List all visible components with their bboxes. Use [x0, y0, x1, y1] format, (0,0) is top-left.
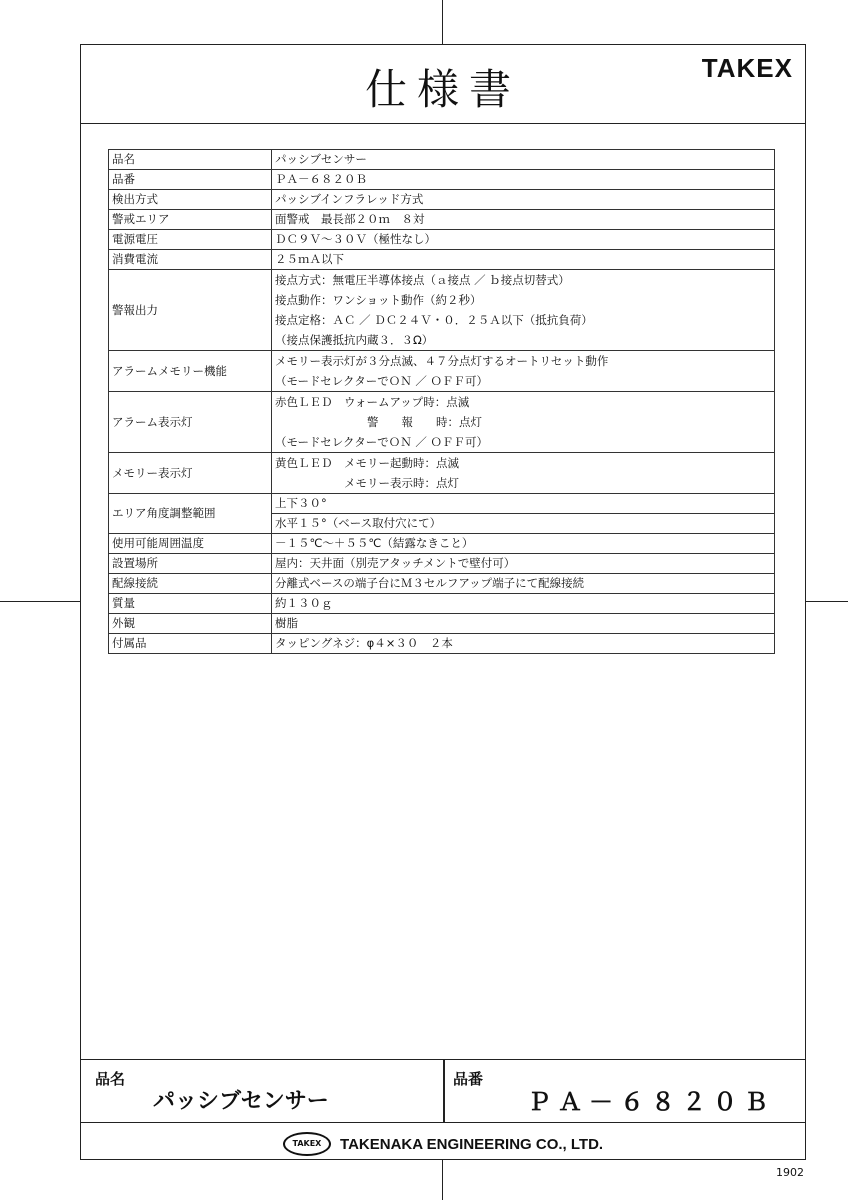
- spec-value: 上下３０°: [272, 494, 775, 514]
- footer-name-label: 品名: [95, 1070, 126, 1088]
- spec-value-line: パッシブセンサー: [275, 152, 367, 166]
- spec-row: [109, 270, 775, 351]
- spec-value-line: 屋内：天井面（別売アタッチメントで壁付可）: [275, 556, 516, 570]
- spec-value: [272, 170, 775, 190]
- spec-value: [272, 351, 775, 392]
- spec-label: 警戒エリア: [109, 210, 272, 230]
- spec-value-line: ＰＡ－６８２０Ｂ: [275, 172, 367, 186]
- footer-product-row: [81, 1060, 805, 1123]
- spec-value-line: 分離式ベースの端子台にＭ３セルフアップ端子にて配線接続: [275, 576, 585, 590]
- spec-label: 付属品: [109, 634, 272, 654]
- spec-label: アラーム表示灯: [109, 392, 272, 453]
- spec-value-line: メモリー表示時：点灯: [275, 476, 459, 490]
- spec-value-line: 接点定格：ＡＣ ／ ＤＣ２４Ｖ・０．２５Ａ以下（抵抗負荷）: [275, 313, 593, 327]
- spec-row: [109, 453, 775, 494]
- spec-row: [109, 554, 775, 574]
- spec-label: 警報出力: [109, 270, 272, 351]
- spec-value: [272, 534, 775, 554]
- spec-value-line: ＤＣ９Ｖ～３０Ｖ（極性なし）: [275, 232, 436, 246]
- spec-row: [109, 594, 775, 614]
- spec-label: 外観: [109, 614, 272, 634]
- spec-row: [109, 614, 775, 634]
- spec-row: [109, 392, 775, 453]
- company-name: TAKENAKA ENGINEERING CO., LTD.: [340, 1135, 604, 1153]
- spec-row: [109, 190, 775, 210]
- spec-value: [272, 230, 775, 250]
- document-frame: [80, 44, 806, 1160]
- spec-value-line: 樹脂: [275, 616, 298, 630]
- spec-row: [109, 250, 775, 270]
- spec-value: [272, 453, 775, 494]
- crop-mark-top: [442, 0, 443, 44]
- spec-value-line: ２５ｍＡ以下: [275, 252, 344, 266]
- footer-name-value: パッシブセンサー: [153, 1089, 329, 1114]
- spec-row: [109, 170, 775, 190]
- spec-value-line: （モードセレクターでＯＮ ／ ＯＦＦ可）: [275, 374, 489, 388]
- footer-divider: [443, 1060, 445, 1122]
- spec-label: 品名: [109, 150, 272, 170]
- spec-label: 質量: [109, 594, 272, 614]
- spec-value-line: タッピングネジ：φ４×３０ ２本: [275, 636, 453, 650]
- crop-mark-left: [0, 601, 80, 602]
- spec-row: [109, 574, 775, 594]
- spec-value-line: －１５℃～＋５５℃（結露なきこと）: [275, 536, 474, 550]
- spec-value: [272, 594, 775, 614]
- spec-row: [109, 150, 775, 170]
- spec-value-line: 約１３０ｇ: [275, 596, 333, 610]
- spec-value: [272, 634, 775, 654]
- spec-label: 検出方式: [109, 190, 272, 210]
- spec-value: [272, 614, 775, 634]
- document-footer: [81, 1059, 805, 1160]
- spec-row: [109, 351, 775, 392]
- company-logo: TAKEX: [283, 1132, 331, 1156]
- spec-value-line: （接点保護抵抗内蔵３．３Ω）: [275, 333, 434, 347]
- spec-value-line: メモリー表示灯が３分点滅、４７分点灯するオートリセット動作: [275, 354, 609, 368]
- spec-value-line: パッシブインフラレッド方式: [275, 192, 424, 206]
- spec-row: [109, 534, 775, 554]
- document-header: [81, 45, 805, 124]
- spec-value-line: 面警戒 最長部２０ｍ ８対: [275, 212, 425, 226]
- spec-value: [272, 210, 775, 230]
- spec-table: [108, 149, 775, 654]
- spec-value: [272, 190, 775, 210]
- page-title: 仕様書: [364, 65, 521, 114]
- spec-row: [109, 494, 775, 514]
- spec-label: メモリー表示灯: [109, 453, 272, 494]
- spec-label: アラームメモリー機能: [109, 351, 272, 392]
- spec-value: [272, 574, 775, 594]
- spec-value-line: 接点方式：無電圧半導体接点（ａ接点 ／ ｂ接点切替式）: [275, 273, 570, 287]
- crop-mark-right: [806, 601, 848, 602]
- spec-label: 消費電流: [109, 250, 272, 270]
- spec-label: 配線接続: [109, 574, 272, 594]
- spec-label: 電源電圧: [109, 230, 272, 250]
- spec-value: [272, 554, 775, 574]
- spec-value: [272, 270, 775, 351]
- spec-value-line: 警 報 時：点灯: [275, 415, 482, 429]
- spec-value: [272, 150, 775, 170]
- spec-row: [109, 634, 775, 654]
- spec-value: 水平１５°（ベース取付穴にて）: [272, 514, 775, 534]
- spec-value-line: 接点動作：ワンショット動作（約２秒）: [275, 293, 482, 307]
- spec-value-line: 赤色ＬＥＤ ウォームアップ時：点滅: [275, 395, 470, 409]
- spec-label: 使用可能周囲温度: [109, 534, 272, 554]
- spec-row: [109, 210, 775, 230]
- spec-value-line: （モードセレクターでＯＮ ／ ＯＦＦ可）: [275, 435, 489, 449]
- spec-label: エリア角度調整範囲: [109, 494, 272, 534]
- spec-value-line: 黄色ＬＥＤ メモリー起動時：点滅: [275, 456, 459, 470]
- footer-number-label: 品番: [453, 1070, 484, 1088]
- spec-value: [272, 392, 775, 453]
- document-number: 1902: [776, 1166, 804, 1179]
- spec-value: [272, 250, 775, 270]
- spec-label: 品番: [109, 170, 272, 190]
- footer-number-value: ＰＡ－６８２０Ｂ: [527, 1088, 775, 1116]
- spec-row: [109, 230, 775, 250]
- brand-logo: TAKEX: [701, 53, 793, 83]
- crop-mark-bottom: [442, 1160, 443, 1200]
- company-line: [81, 1132, 805, 1156]
- spec-label: 設置場所: [109, 554, 272, 574]
